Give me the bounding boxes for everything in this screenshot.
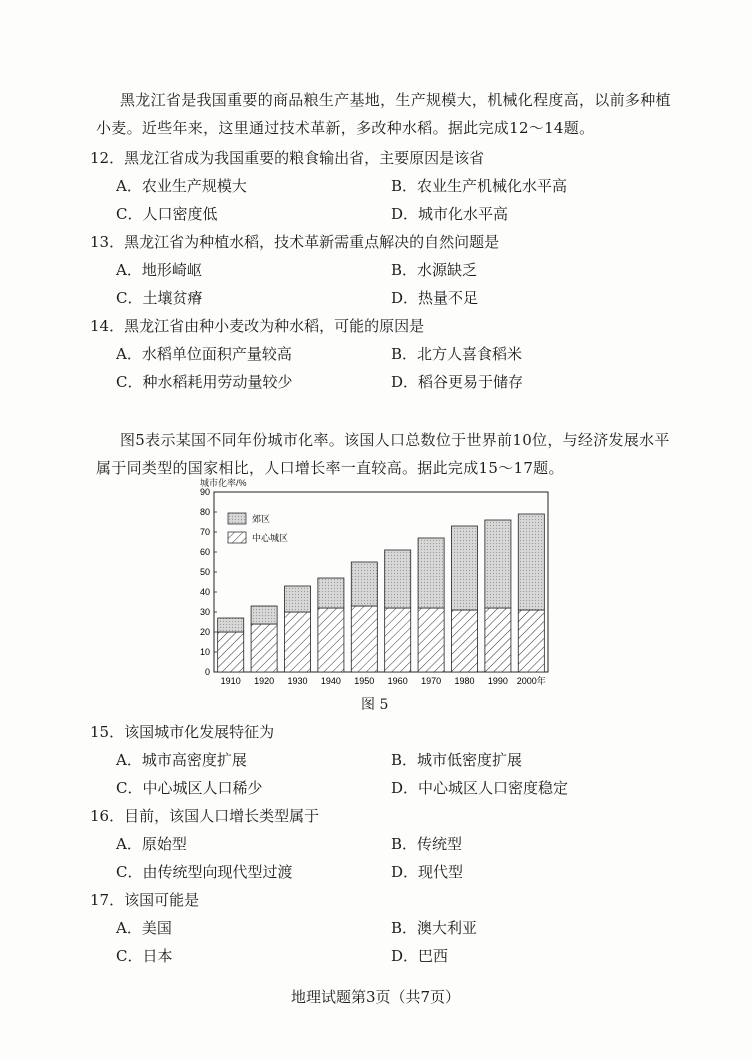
- legend-swatch-suburb: [228, 513, 246, 524]
- question-12-stem: 12．黑龙江省成为我国重要的粮食输出省，主要原因是该省: [90, 149, 485, 167]
- q14-option-b: B．北方人喜食稻米: [391, 345, 523, 363]
- q17-option-b: B．澳大利亚: [391, 919, 478, 937]
- bar-suburb: [485, 520, 511, 608]
- question-17-stem: 17．该国可能是: [90, 891, 200, 909]
- bar-suburb: [284, 586, 310, 612]
- y-tick-label: 50: [199, 567, 210, 577]
- y-tick-label: 60: [199, 547, 210, 557]
- x-tick-label: 1940: [320, 676, 341, 686]
- bar-suburb: [518, 514, 544, 610]
- bar-center-city: [284, 612, 310, 672]
- question-16-stem: 16．目前，该国人口增长类型属于: [90, 807, 320, 825]
- intro-paragraph-1: 黑龙江省是我国重要的商品粮生产基地，生产规模大，机械化程度高，以前多种植小麦。近些年来，这里通过技术革新，多改种水稻。据此完成12～14题。: [96, 91, 671, 137]
- x-tick-label: 1960: [387, 676, 408, 686]
- x-tick-label: 1980: [454, 676, 475, 686]
- x-tick-label: 1990: [487, 676, 508, 686]
- bar-center-city: [318, 608, 344, 672]
- q13-option-d: D．热量不足: [391, 289, 479, 307]
- question-14-stem: 14．黑龙江省由种小麦改为种水稻，可能的原因是: [90, 317, 425, 335]
- q16-option-a: A．原始型: [116, 835, 187, 853]
- x-tick-label: 1910: [220, 676, 241, 686]
- y-tick-label: 30: [199, 607, 210, 617]
- y-tick-label: 10: [199, 647, 210, 657]
- bar-suburb: [251, 606, 277, 624]
- q12-option-d: D．城市化水平高: [391, 205, 509, 223]
- bar-center-city: [351, 606, 377, 672]
- legend-label-center: 中心城区: [252, 533, 289, 543]
- q17-option-a: A．美国: [116, 919, 172, 937]
- bar-center-city: [385, 608, 411, 672]
- q15-option-a: A．城市高密度扩展: [116, 751, 247, 769]
- y-tick-label: 80: [199, 507, 210, 517]
- bar-suburb: [418, 538, 444, 608]
- bar-center-city: [251, 624, 277, 672]
- q13-option-c: C．土壤贫瘠: [116, 289, 203, 307]
- bar-center-city: [518, 610, 544, 672]
- x-tick-label: 2000年: [516, 676, 546, 686]
- q14-option-a: A．水稻单位面积产量较高: [116, 345, 292, 363]
- y-tick-label: 90: [199, 487, 210, 497]
- question-13-stem: 13．黑龙江省为种植水稻，技术革新需重点解决的自然问题是: [90, 233, 500, 251]
- y-tick-label: 0: [204, 667, 210, 677]
- bar-center-city: [451, 610, 477, 672]
- y-axis-label: 城市化率/%: [200, 478, 247, 488]
- q13-option-b: B．水源缺乏: [391, 261, 478, 279]
- y-tick-label: 20: [199, 627, 210, 637]
- x-tick-label: 1930: [287, 676, 308, 686]
- page-footer: 地理试题第3页（共7页）: [290, 988, 461, 1006]
- bar-center-city: [485, 608, 511, 672]
- q13-option-a: A．地形崎岖: [116, 261, 202, 279]
- chart-legend: [228, 513, 288, 543]
- bar-suburb: [451, 526, 477, 610]
- q16-option-d: D．现代型: [391, 863, 464, 881]
- bar-suburb: [351, 562, 377, 606]
- intro-paragraph-2: 图5表示某国不同年份城市化率。该国人口总数位于世界前10位，与经济发展水平属于同类型的国家相比，人口增长率一直较高。据此完成15～17题。: [96, 431, 670, 477]
- urbanization-bar-chart: [180, 476, 560, 694]
- q15-option-c: C．中心城区人口稀少: [116, 779, 263, 797]
- bar-suburb: [385, 550, 411, 608]
- x-tick-label: 1920: [254, 676, 275, 686]
- q14-option-c: C．种水稻耗用劳动量较少: [116, 373, 293, 391]
- y-tick-label: 40: [199, 587, 210, 597]
- figure-caption: 图 5: [361, 697, 389, 713]
- q14-option-d: D．稻谷更易于储存: [391, 373, 524, 391]
- q16-option-c: C．由传统型向现代型过渡: [116, 863, 293, 881]
- q15-option-d: D．中心城区人口密度稳定: [391, 779, 569, 797]
- q15-option-b: B．城市低密度扩展: [391, 751, 523, 769]
- x-tick-label: 1970: [421, 676, 442, 686]
- bar-center-city: [418, 608, 444, 672]
- q12-option-a: A．农业生产规模大: [116, 177, 247, 195]
- q17-option-c: C．日本: [116, 947, 173, 965]
- q17-option-d: D．巴西: [391, 947, 449, 965]
- bar-suburb: [318, 578, 344, 608]
- q12-option-c: C．人口密度低: [116, 205, 218, 223]
- q16-option-b: B．传统型: [391, 835, 463, 853]
- bar-suburb: [218, 618, 244, 632]
- y-tick-label: 70: [199, 527, 210, 537]
- q12-option-b: B．农业生产机械化水平高: [391, 177, 568, 195]
- legend-label-suburb: 郊区: [252, 514, 271, 524]
- legend-swatch-center: [228, 532, 246, 543]
- x-tick-label: 1950: [354, 676, 375, 686]
- question-15-stem: 15．该国城市化发展特征为: [90, 723, 275, 741]
- bar-center-city: [218, 632, 244, 672]
